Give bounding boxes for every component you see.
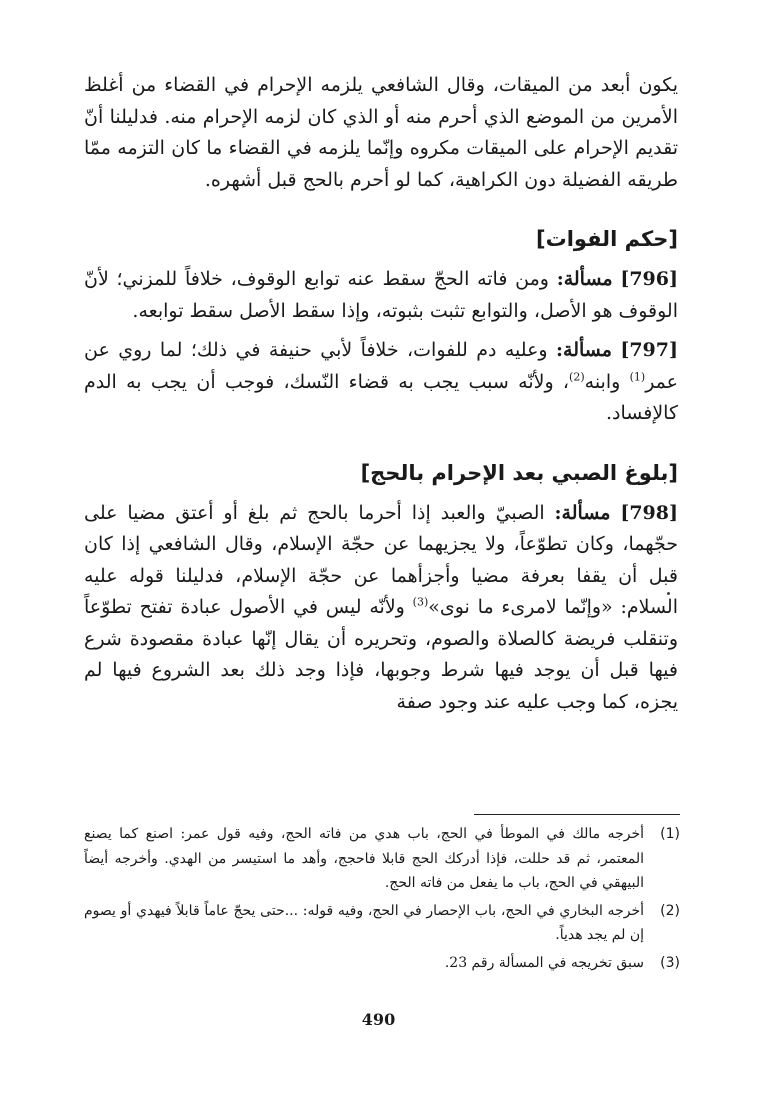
issue-text: الصبيّ والعبد إذا أحرما بالحج ثم بلغ أو أعتق مضيا على حجّهما، وكان تطوّعاً، ولا يجزيهما عن حجّة الإسلام، وقال الشافعي إذا كان قبل أن يقفا بعرفة مضيا وأجزأهما عن حجّة الإسلام، فدليلنا قوله عليه السلام: «وإنّما لامرىء ما نوى» bbox=[84, 501, 678, 618]
footnote-text: سبق تخريجه في المسألة رقم 23. bbox=[444, 954, 644, 971]
footnote-number: (1) bbox=[660, 826, 680, 842]
margin-dot bbox=[667, 592, 670, 595]
footnote-ref-1[interactable]: (1) bbox=[629, 370, 646, 384]
footnote-ref-2[interactable]: (2) bbox=[569, 370, 585, 384]
issue-text: ومن فاته الحجّ سقط عنه توابع الوقوف، خلافاً للمزني؛ لأنّ الوقوف هو الأصل، والتوابع تثبت بثبوته، وإذا سقط الأصل سقط توابعه. bbox=[84, 268, 678, 322]
issue-label: مسألة: bbox=[556, 339, 612, 361]
footnote-2 bbox=[84, 899, 680, 948]
footnote-text: أخرجه مالك في الموطأ في الحج، باب هدي من فاته الحج، وفيه قول عمر: اصنع كما يصنع المعتمر، ثم قد حللت، فإذا أدركك الحج قابلا فاحجج، وأهد ما استيسر من الهدي. وأخرجه أيضاً البيهقي في الحج، باب ما يفعل من فاته الحج. bbox=[84, 826, 644, 891]
issue-796 bbox=[84, 264, 678, 327]
footnote-3 bbox=[84, 951, 680, 976]
footnote-1 bbox=[84, 822, 680, 896]
issue-label: مسألة: bbox=[554, 501, 611, 524]
issue-text: ولأنّه ليس في الأصول عبادة تفتح تطوّعاً وتنقلب فريضة كالصلاة والصوم، وتحريره أن يقال إنّها عبادة مقصودة شرع فيها قبل أن يوجد فيها شرط وجوبها، فإذا وجد ذلك بعد الشروع فيها لم يجزه، كما وجب عليه عند وجود صفة bbox=[84, 596, 678, 713]
intro-paragraph: يكون أبعد من الميقات، وقال الشافعي يلزمه الإحرام في القضاء من أغلظ الأمرين من الموضع الذي أحرم منه أو الذي كان لزمه الإحرام منه. فدليلنا أنّ تقديم الإحرام على الميقات مكروه وإنّما يلزمه في القضاء ما كان التزمه ممّا طريقه الفضيلة دون الكراهية، كما لو أحرم بالحج قبل أشهره. bbox=[84, 74, 678, 191]
issue-797 bbox=[84, 335, 678, 430]
issue-label: مسألة: bbox=[556, 268, 613, 290]
issue-text: ، ولأنّه سبب يجب به قضاء النّسك، فوجب أن يجب به الدم كالإفساد. bbox=[84, 370, 678, 424]
footnote-number: (2) bbox=[660, 902, 680, 919]
issue-text: وابنه bbox=[584, 370, 630, 393]
footnotes bbox=[84, 822, 680, 978]
footnote-number: (3) bbox=[660, 954, 680, 971]
issue-text: وعليه دم للفوات، خلافاً لأبي حنيفة في ذلك؛ لما روي عن عمر bbox=[84, 339, 679, 393]
footnote-ref-3[interactable]: (3) bbox=[412, 595, 429, 609]
issue-798 bbox=[84, 498, 678, 719]
issue-number: [798] bbox=[620, 501, 678, 524]
footnote-text: أخرجه البخاري في الحج، باب الإحصار في الحج، وفيه قوله: ...حتى يحجّ عاماً قابلاً فيهدي أو يصوم إن لم يجد هدياً. bbox=[84, 902, 644, 943]
footnote-divider bbox=[474, 814, 680, 815]
main-text bbox=[84, 70, 678, 718]
page-number: 490 bbox=[361, 1010, 396, 1029]
issue-number: [797] bbox=[620, 339, 678, 361]
section-heading-child-puberty: [بلوغ الصبي بعد الإحرام بالحج] bbox=[360, 460, 678, 485]
issue-number: [796] bbox=[620, 268, 678, 290]
section-heading-fawat: [حكم الفوات] bbox=[536, 227, 678, 251]
